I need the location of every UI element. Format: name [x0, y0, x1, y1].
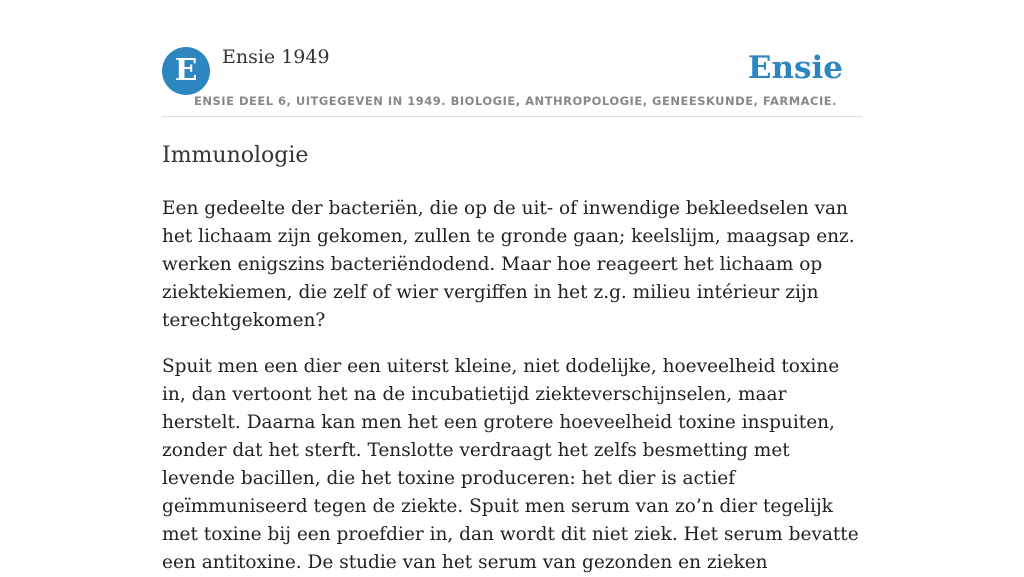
- entry-title: Immunologie: [162, 143, 309, 168]
- entry-paragraph-2: Spuit men een dier een uiterst kleine, niet dodelijke, hoeveelheid toxine in, dan vertoont het na de incubatietijd ziekteverschijnselen, maar herstelt. Daarna kan men het een grotere hoeveelheid toxine inspuiten, zonder dat het sterft. Tenslotte verdraagt het zelfs besmetting met levende bacillen, die het toxine produceren: het dier is actief geïmmuniseerd tegen de ziekte. Spuit men serum van zo’n dier tegelijk met toxine bij een proefdier in, dan wordt dit niet ziek. Het serum bevatte een antitoxine. De studie van het serum van gezonden en zieken: [162, 356, 859, 573]
- ensie-logo-icon[interactable]: E: [162, 47, 210, 95]
- page: [162, 0, 862, 577]
- edition-subtitle: ENSIE DEEL 6, UITGEGEVEN IN 1949. BIOLOGIE, ANTHROPOLOGIE, GENEESKUNDE, FARMACIE.: [194, 94, 837, 108]
- book-title-link[interactable]: Ensie 1949: [222, 46, 330, 68]
- site-header: [162, 0, 862, 117]
- entry-paragraph-1: Een gedeelte der bacteriën, die op de uit- of inwendige bekleedselen van het lichaam zijn gekomen, zullen te gronde gaan; keelslijm, maagsap enz. werken enigszins bacteriëndodend. Maar hoe reageert het lichaam op ziektekiemen, die zelf of wier vergiffen in het z.g. milieu intérieur zijn terechtgekomen?: [162, 198, 855, 331]
- brand-logo-link[interactable]: Ensie: [747, 50, 843, 86]
